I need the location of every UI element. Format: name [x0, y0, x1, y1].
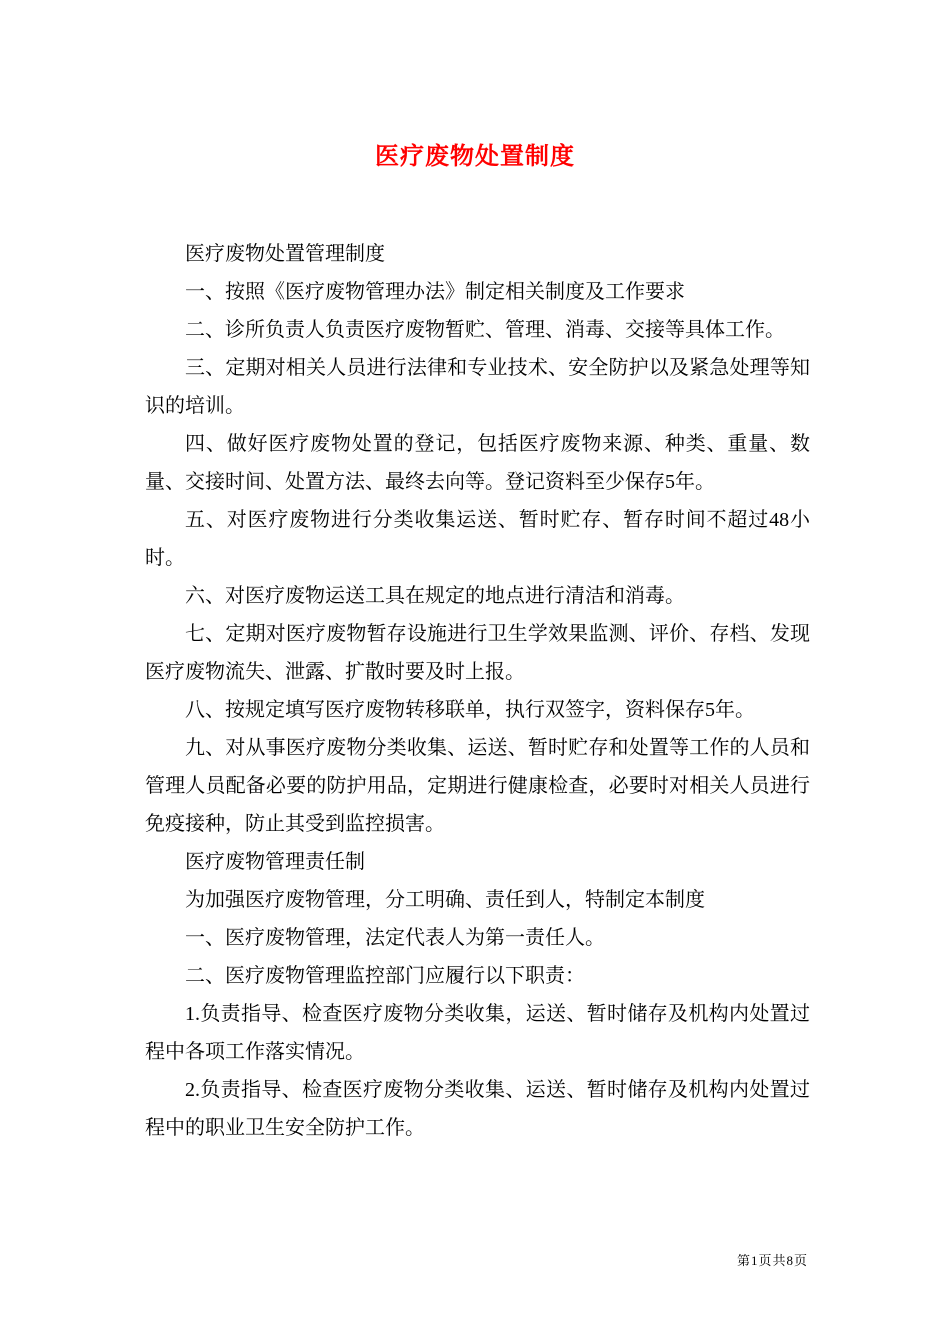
paragraph: 2.负责指导、检查医疗废物分类收集、运送、暂时储存及机构内处置过程中的职业卫生安全防护工作。 — [145, 1079, 810, 1139]
paragraph: 二、医疗废物管理监控部门应履行以下职责： — [185, 965, 585, 987]
page-footer — [737, 1252, 808, 1270]
page-number-label: 第1页共8页 — [736, 1253, 808, 1268]
paragraph: 二、诊所负责人负责医疗废物暂贮、管理、消毒、交接等具体工作。 — [185, 319, 785, 341]
paragraph: 九、对从事医疗废物分类收集、运送、暂时贮存和处置等工作的人员和管理人员配备必要的防护用品，定期进行健康检查，必要时对相关人员进行免疫接种，防止其受到监控损害。 — [145, 737, 810, 835]
paragraph: 六、对医疗废物运送工具在规定的地点进行清洁和消毒。 — [185, 585, 685, 607]
paragraph: 八、按规定填写医疗废物转移联单，执行双签字，资料保存5年。 — [185, 699, 755, 721]
document-body — [145, 235, 810, 1147]
paragraph: 五、对医疗废物进行分类收集运送、暂时贮存、暂存时间不超过48小时。 — [145, 509, 810, 569]
paragraph: 七、定期对医疗废物暂存设施进行卫生学效果监测、评价、存档、发现医疗废物流失、泄露、扩散时要及时上报。 — [145, 623, 810, 683]
paragraph: 三、定期对相关人员进行法律和专业技术、安全防护以及紧急处理等知识的培训。 — [145, 357, 810, 417]
paragraph: 四、做好医疗废物处置的登记，包括医疗废物来源、种类、重量、数量、交接时间、处置方法、最终去向等。登记资料至少保存5年。 — [145, 433, 810, 493]
document-title: 医疗废物处置制度 — [375, 144, 575, 170]
paragraph: 一、医疗废物管理，法定代表人为第一责任人。 — [185, 927, 605, 949]
paragraph: 为加强医疗废物管理，分工明确、责任到人，特制定本制度 — [185, 889, 705, 911]
paragraph: 1.负责指导、检查医疗废物分类收集，运送、暂时储存及机构内处置过程中各项工作落实情况。 — [145, 1003, 810, 1063]
paragraph: 一、按照《医疗废物管理办法》制定相关制度及工作要求 — [185, 281, 685, 303]
paragraph: 医疗废物处置管理制度 — [185, 243, 385, 265]
paragraph: 医疗废物管理责任制 — [185, 851, 365, 873]
